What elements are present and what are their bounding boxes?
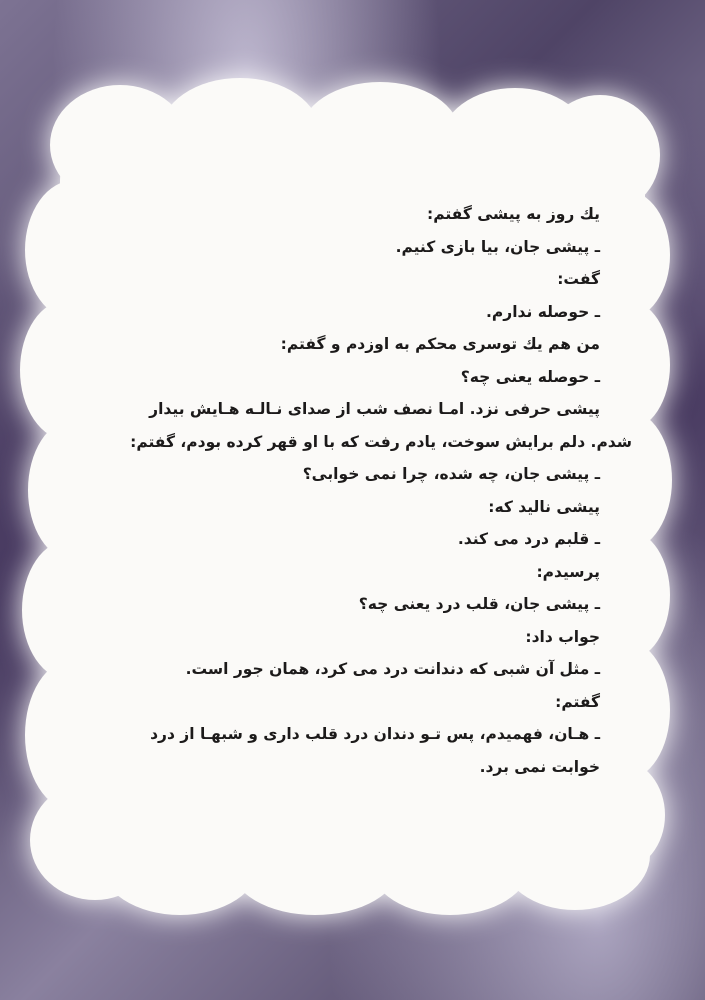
story-line: جواب داد: [525,627,600,646]
story-line: یك روز به پیشی گفتم: [427,205,600,223]
story-line: ـ هـان، فهمیدم، پس تـو دندان درد قلب داری و شبهـا از درد [150,725,600,743]
story-line: پرسیدم: [536,562,600,581]
story-text [80,198,632,783]
story-line: ـ پیشی جان، قلب درد یعنی چه؟ [358,595,600,613]
story-line: پیشی حرفی نزد. امـا نصف شب از صدای نـالـه هـایش بیدار [149,400,600,418]
story-line: گفتم: [555,692,600,711]
story-line: پیشی نالید كه: [488,497,600,516]
story-line: ـ حوصله یعنی چه؟ [460,367,600,386]
story-line: گفت: [557,270,600,288]
story-line: شدم. دلم برایش سوخت، یادم رفت كه با او قهر كرده بودم، گفتم: [130,432,632,451]
story-line: ـ مثل آن شبی كه دندانت درد می كرد، همان جور است. [185,660,600,678]
story-line: ـ حوصله ندارم. [486,302,600,321]
story-line: ـ پیشی جان، چه شده، چرا نمی خوابی؟ [302,465,600,483]
story-line: ـ پیشی جان، بیا بازی كنیم. [395,237,600,256]
story-line: من هم یك توسری محكم به اوزدم و گفتم: [280,335,600,353]
story-line: خوابت نمی برد. [479,757,600,776]
story-line: ـ قلبم درد می كند. [457,530,600,548]
